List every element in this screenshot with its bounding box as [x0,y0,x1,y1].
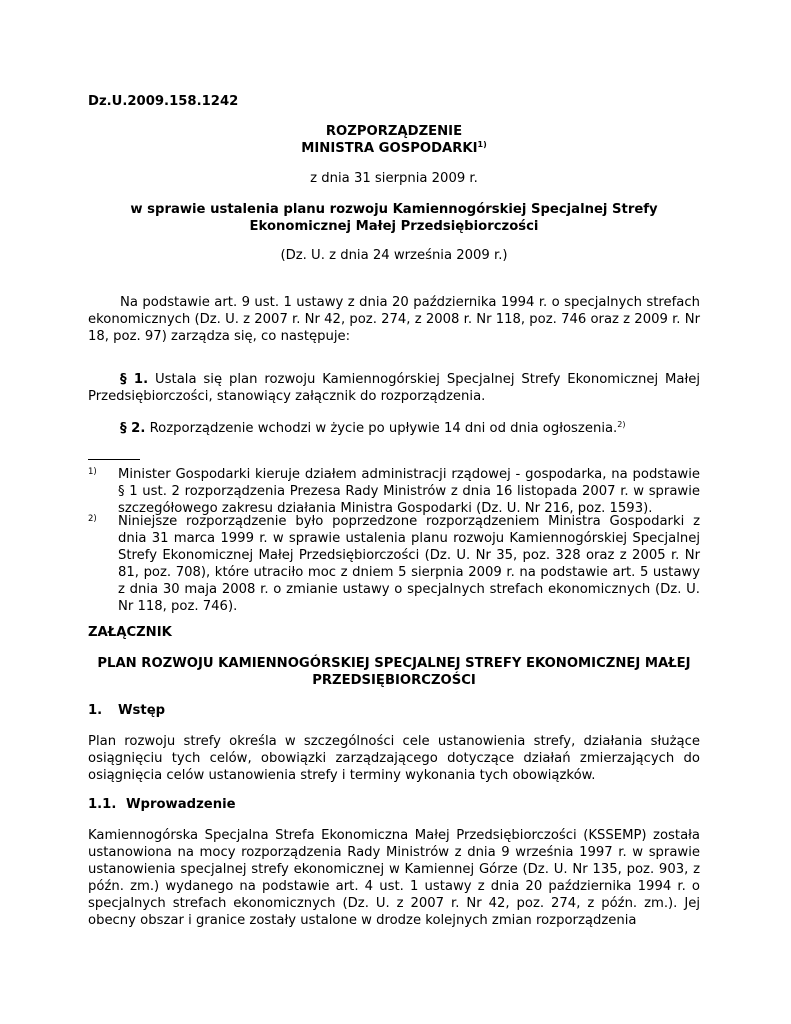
footnote-2-mark: 2) [88,514,97,524]
title-line-2: MINISTRA GOSPODARKI$^{1)}$ [301,140,487,156]
footnote-1-text: Minister Gospodarki kieruje działem administracji rządowej - gospodarka, na podstawie § 1 ust. 2 rozporządzenia Prezesa Rady Ministrów z dnia 16 listopada 2007 r. w sprawie szczegółowego zakresu działania Ministra Gospodarki (Dz. U. Nr 216, poz. 1593). [118,467,700,516]
publication-note: (Dz. U. z dnia 24 września 2009 r.) [280,248,508,263]
paragraph-2-footnote-ref[interactable]: 2) [617,420,626,429]
document-title [88,123,700,157]
footnote-1-mark: 1) [88,467,97,477]
section-1-1-number: 1.1. [88,797,117,812]
preamble: Na podstawie art. 9 ust. 1 ustawy z dnia 20 października 1994 r. o specjalnych strefach ekonomicznych (Dz. U. z 2007 r. Nr 42, poz. 274, z 2008 r. Nr 118, poz. 746 oraz z 2009 r. Nr 18, poz. 97) zarządza się, co następuje: [88,295,700,344]
annex-title [88,655,700,689]
section-1-heading [88,702,165,719]
annex-title-line-1: PLAN ROZWOJU KAMIENNOGÓRSKIEJ SPECJALNEJ STREFY EKONOMICZNEJ MAŁEJ [97,656,691,671]
paragraph-2-label: § 2. [120,421,146,436]
section-1-title: Wstęp [118,703,166,718]
section-1-1-title: Wprowadzenie [126,797,236,812]
title-line-1: ROZPORZĄDZENIE [325,124,463,139]
annex-label: ZAŁĄCZNIK [88,625,172,640]
paragraph-1-label: § 1. [120,372,149,387]
subject-line-1: w sprawie ustalenia planu rozwoju Kamiennogórskiej Specjalnej Strefy [130,202,658,217]
footnote-2 [88,513,700,615]
subject-line-2: Ekonomicznej Małej Przedsiębiorczości [249,219,539,234]
annex-title-line-2: PRZEDSIĘBIORCZOŚCI [312,673,476,688]
document-date: z dnia 31 sierpnia 2009 r. [310,171,478,186]
footnote-separator [88,459,140,460]
paragraph-1-text: Ustala się plan rozwoju Kamiennogórskiej Specjalnej Strefy Ekonomicznej Małej Przedsiębiorczości, stanowiący załącznik do rozporządzenia. [88,372,701,404]
footnote-2-text: Niniejsze rozporządzenie było poprzedzone rozporządzeniem Ministra Gospodarki z dnia 31 marca 1999 r. w sprawie ustalenia planu rozwoju Kamiennogórskiej Specjalnej Strefy Ekonomicznej Małej Przedsiębiorczości (Dz. U. Nr 35, poz. 328 oraz z 2005 r. Nr 81, poz. 708), które utraciło moc z dniem 5 sierpnia 2009 r. na podstawie art. 5 ustawy z dnia 30 maja 2008 r. o zmianie ustawy o specjalnych strefach ekonomicznych (Dz. U. Nr 118, poz. 746). [118,514,700,614]
section-1-text: Plan rozwoju strefy określa w szczególności cele ustanowienia strefy, działania służące osiągnięciu tych celów, obowiązki zarządzającego dotyczące działań zmierzających do osiągnięcia celów ustanowienia strefy i terminy wykonania tych obowiązków. [88,734,700,783]
section-1-1-text: Kamiennogórska Specjalna Strefa Ekonomiczna Małej Przedsiębiorczości (KSSEMP) została ustanowiona na mocy rozporządzenia Rady Ministrów z dnia 9 września 1997 r. w sprawie ustanowienia specjalnej strefy ekonomicznej w Kamiennej Górze (Dz. U. Nr 135, poz. 903, z późn. zm.) wydanego na podstawie art. 4 ust. 1 ustawy z dnia 20 października 1994 r. o specjalnych strefach ekonomicznych (Dz. U. z 2007 r. Nr 42, poz. 274, z późn. zm.). Jej obecny obszar i granice zostały ustalone w drodze kolejnych zmian rozporządzenia [88,828,700,928]
section-1-number: 1. [88,703,103,718]
title-footnote-ref[interactable]: 1) [477,140,487,149]
paragraph-1 [88,371,700,405]
section-1-1-heading [88,796,236,813]
paragraph-2-text: Rozporządzenie wchodzi w życie po upływie 14 dni od dnia ogłoszenia. [149,421,618,436]
footnote-1 [88,466,700,517]
document-subject [88,201,700,235]
document-reference: Dz.U.2009.158.1242 [88,94,239,109]
paragraph-2 [88,420,700,437]
